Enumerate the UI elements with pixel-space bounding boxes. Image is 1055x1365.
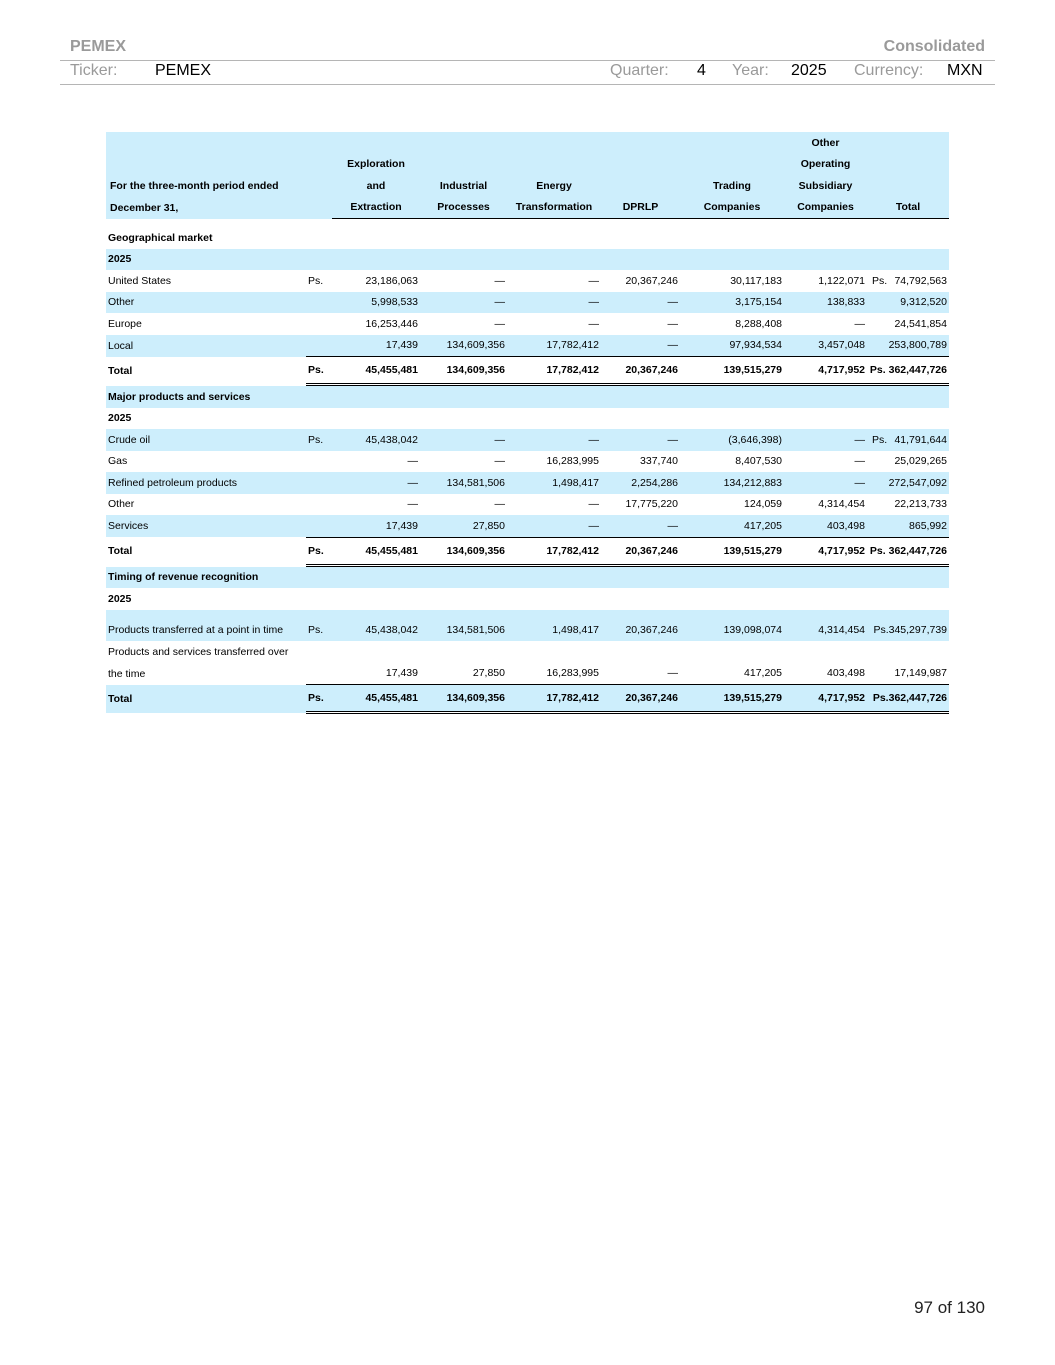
- report-header: [60, 36, 995, 61]
- currency-label: Currency:: [854, 62, 924, 79]
- table-row: Local 17,439 134,609,356 17,782,412 — 97,934,534 3,457,048 253,800,789: [106, 335, 949, 357]
- row-label-line1: Products and services transferred over: [106, 641, 306, 663]
- section-year: 2025: [106, 588, 949, 610]
- section-title: Geographical market: [106, 227, 949, 249]
- col-total: Total: [867, 197, 949, 219]
- currency-value: MXN: [947, 62, 983, 79]
- col-other-line2: Operating: [784, 154, 867, 176]
- total-row: Total Ps. 45,455,481 134,609,356 17,782,412 20,367,246 139,515,279 4,717,952 Ps. 362,447,726: [106, 357, 949, 385]
- period-label-line2: December 31,: [106, 197, 306, 219]
- table-row: the time 17,439 27,850 16,283,995 — 417,205 403,498 17,149,987: [106, 663, 949, 685]
- products-section: [106, 385, 949, 566]
- report-meta-bar: [60, 60, 995, 85]
- quarter-label: Quarter:: [610, 62, 669, 79]
- col-other-line3: Subsidiary: [784, 175, 867, 197]
- total-row: Total Ps. 45,455,481 134,609,356 17,782,412 20,367,246 139,515,279 4,717,952 Ps.362,447,726: [106, 685, 949, 713]
- table-row: United States Ps. 23,186,063 — — 20,367,246 30,117,183 1,122,071 Ps. 74,792,563: [106, 270, 949, 292]
- table-row: Services 17,439 27,850 — — 417,205 403,498 865,992: [106, 515, 949, 537]
- section-title: Timing of revenue recognition: [106, 565, 949, 588]
- col-other-line1: Other: [784, 132, 867, 154]
- col-energy-line2: Transformation: [507, 197, 601, 219]
- period-label-line1: For the three-month period ended: [106, 175, 306, 197]
- table-row: Refined petroleum products — 134,581,506 1,498,417 2,254,286 134,212,883 — 272,547,092: [106, 472, 949, 494]
- table-row: Products transferred at a point in time Ps. 45,438,042 134,581,506 1,498,417 20,367,246 139,098,074 4,314,454 Ps.345,297,739: [106, 620, 949, 642]
- col-trading-line2: Companies: [680, 197, 784, 219]
- year-value: 2025: [791, 62, 827, 79]
- col-dprlp: DPRLP: [601, 197, 680, 219]
- table-row: Other 5,998,533 — — — 3,175,154 138,833 9,312,520: [106, 292, 949, 314]
- ticker-label: Ticker:: [70, 62, 118, 79]
- table-row: Gas — — 16,283,995 337,740 8,407,530 — 25,029,265: [106, 451, 949, 473]
- ticker-value: PEMEX: [155, 62, 212, 79]
- year-label: Year:: [732, 62, 769, 79]
- section-year: 2025: [106, 249, 949, 271]
- report-type: Consolidated: [883, 38, 985, 55]
- company-name: PEMEX: [70, 38, 127, 55]
- col-exploration-line2: and: [332, 175, 420, 197]
- geographical-section: [106, 219, 949, 385]
- table-row: Europe 16,253,446 — — — 8,288,408 — 24,541,854: [106, 313, 949, 335]
- timing-section: [106, 565, 949, 713]
- total-row: Total Ps. 45,455,481 134,609,356 17,782,412 20,367,246 139,515,279 4,717,952 Ps. 362,447,726: [106, 537, 949, 565]
- section-year: 2025: [106, 408, 949, 430]
- col-trading-line1: Trading: [680, 175, 784, 197]
- table-row: Other — — — 17,775,220 124,059 4,314,454 22,213,733: [106, 494, 949, 516]
- quarter-value: 4: [697, 62, 706, 79]
- col-other-line4: Companies: [784, 197, 867, 219]
- col-exploration-line1: Exploration: [332, 154, 420, 176]
- col-energy-line1: Energy: [507, 175, 601, 197]
- revenue-disaggregation-table: [106, 132, 949, 714]
- section-title: Major products and services: [106, 385, 949, 408]
- col-industrial-line2: Processes: [420, 197, 507, 219]
- table-row: Crude oil Ps. 45,438,042 — — — (3,646,398) — Ps. 41,791,644: [106, 429, 949, 451]
- col-industrial-line1: Industrial: [420, 175, 507, 197]
- column-header: [106, 132, 949, 219]
- col-exploration-line3: Extraction: [332, 197, 420, 219]
- page-number: 97 of 130: [914, 1298, 985, 1317]
